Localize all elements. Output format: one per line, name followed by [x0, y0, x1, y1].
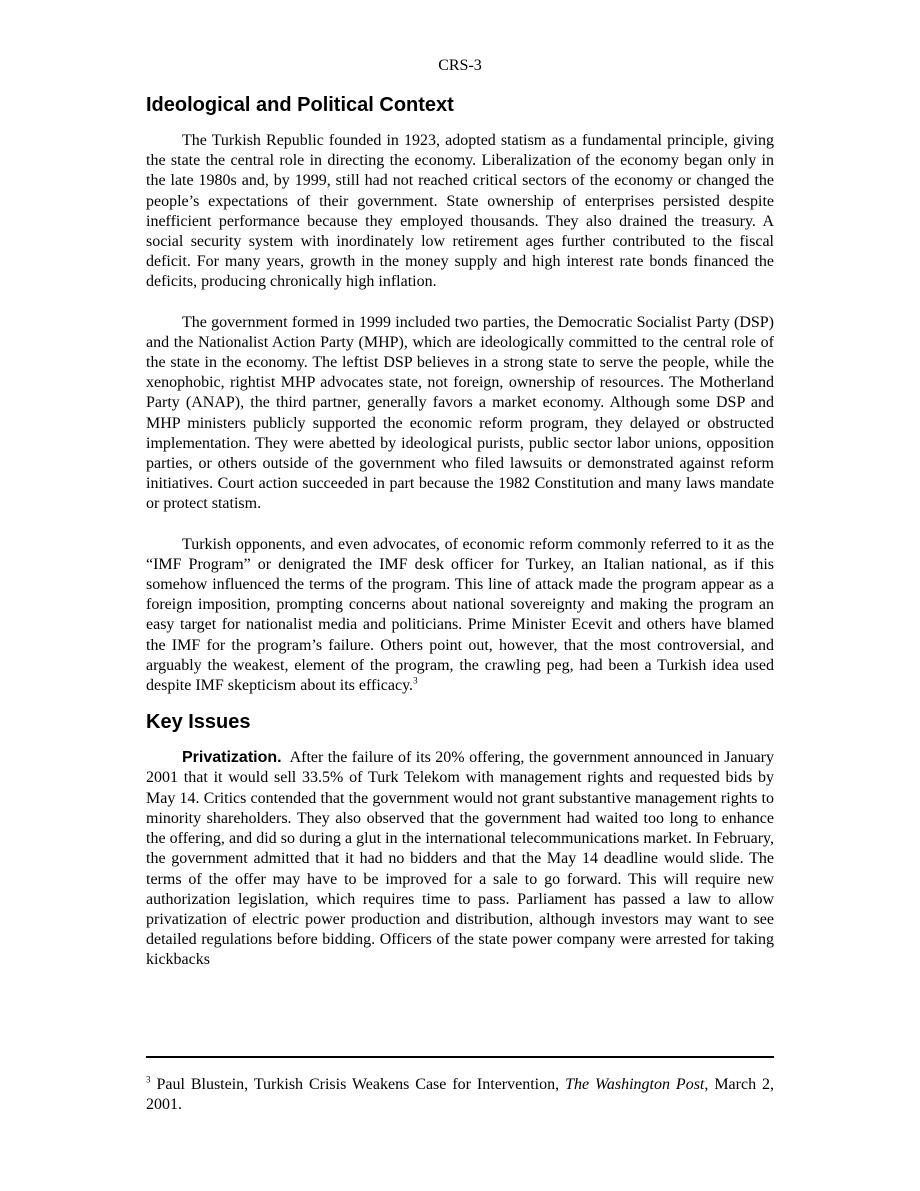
footnote-divider: [146, 1056, 774, 1058]
footnote-number: 3: [146, 1074, 151, 1085]
run-in-heading-privatization: Privatization.: [182, 749, 282, 767]
footnote-text-after: , March 2, 2001.: [146, 1076, 775, 1113]
page-number: CRS-3: [438, 57, 482, 74]
paragraph-privatization: [146, 748, 774, 970]
footnote-publication: The Washington Post: [565, 1076, 705, 1093]
section-heading-ideological: Ideological and Political Context: [146, 94, 454, 116]
page-content: [146, 93, 774, 991]
footnote-reference: 3: [413, 675, 418, 686]
footnote: [146, 1075, 774, 1115]
footnote-text-before: Paul Blustein, Turkish Crisis Weakens Case for Intervention,: [156, 1076, 566, 1093]
paragraph-imf-program: [146, 535, 774, 697]
paragraph-statism: The Turkish Republic founded in 1923, adopted statism as a fundamental principle, giving the state the central role in directing the economy. Liberalization of the economy began only in the late 1980s and, by 1999, still had not reached critical sectors of the economy or changed the people’s expectations of their government. State ownership of enterprises persisted despite inefficient performance because they employed thousands. They also drained the treasury. A social security system with inordinately low retirement ages further contributed to the fiscal deficit. For many years, growth in the money supply and high interest rate bonds financed the deficits, producing chronically high inflation.: [146, 132, 774, 291]
paragraph-coalition-parties: The government formed in 1999 included two parties, the Democratic Socialist Party (DSP) and the Nationalist Action Party (MHP), which are ideologically committed to the central role of the state in the economy. The leftist DSP believes in a strong state to serve the people, while the xenophobic, rightist MHP advocates state, not foreign, ownership of resources. The Motherland Party (ANAP), the third partner, generally favors a market economy. Although some DSP and MHP ministers publicly supported the economic reform program, they delayed or obstructed implementation. They were abetted by ideological purists, public sector labor unions, opposition parties, or others outside of the government who filed lawsuits or demonstrated against reform initiatives. Court action succeeded in part because the 1982 Constitution and many laws mandate or protect statism.: [146, 313, 774, 513]
paragraph-imf-program-text: Turkish opponents, and even advocates, of economic reform commonly referred to it as the “IMF Program” or denigrated the IMF desk officer for Turkey, an Italian national, as if this somehow influenced the terms of the program. This line of attack made the program appear as a foreign imposition, prompting concerns about national sovereignty and making the program an easy target for nationalist media and politicians. Prime Minister Ecevit and others have blamed the IMF for the program’s failure. Others point out, however, that the most controversial, and arguably the weakest, element of the program, the crawling peg, had been a Turkish idea used despite IMF skepticism about its efficacy.: [146, 535, 774, 695]
privatization-text: After the failure of its 20% offering, the government announced in January 2001 that it would sell 33.5% of Turk Telekom with management rights and requested bids by May 14. Critics contended that the government would not grant substantive management rights to minority shareholders. They also observed that the government had waited too long to enhance the offering, and did so during a glut in the international telecommunications market. In February, the government admitted that it had no bidders and that the May 14 deadline would slide. The terms of the offer may have to be improved for a sale to go forward. This will require new authorization legislation, which requires time to pass. Parliament has passed a law to allow privatization of electric power production and distribution, although investors may want to see detailed regulations before bidding. Officers of the state power company were arrested for taking kickbacks: [146, 749, 775, 969]
section-heading-key-issues: Key Issues: [146, 711, 251, 734]
